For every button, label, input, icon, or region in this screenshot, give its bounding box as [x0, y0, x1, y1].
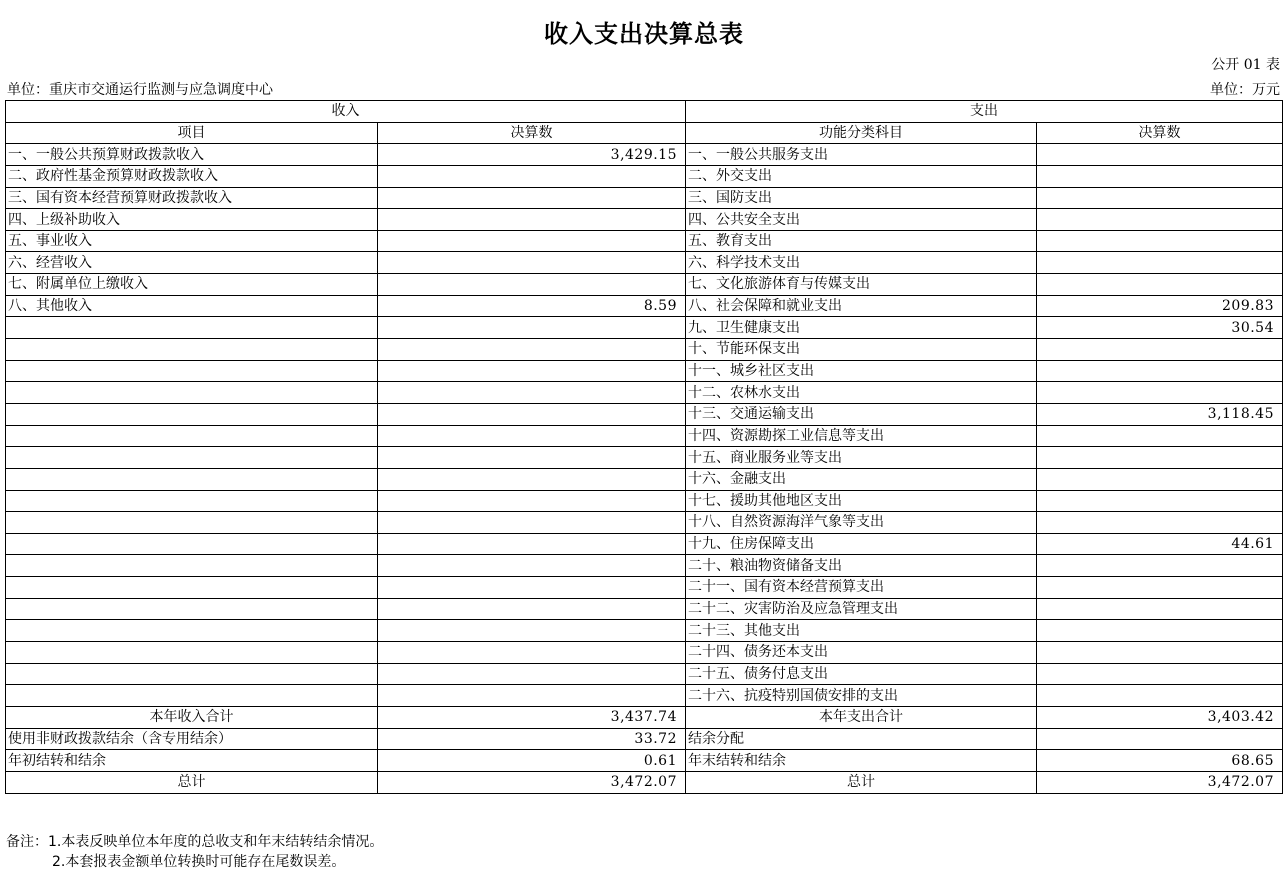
income-amount-cell: [378, 230, 686, 252]
expense-amount-cell: [1037, 490, 1283, 512]
income-amount-cell: [378, 663, 686, 685]
expense-item-cell: 十一、城乡社区支出: [686, 360, 1037, 382]
expense-item-cell: 三、国防支出: [686, 187, 1037, 209]
section-header-row: [6, 101, 1283, 123]
expense-amount-cell: [1037, 598, 1283, 620]
nonfiscal-surplus-value: 33.72: [378, 728, 686, 750]
expense-item-cell: 九、卫生健康支出: [686, 317, 1037, 339]
expense-item-cell: 二十、粮油物资储备支出: [686, 555, 1037, 577]
income-year-total-label: 本年收入合计: [6, 706, 378, 728]
expense-amount-cell: 3,118.45: [1037, 403, 1283, 425]
expense-amount-cell: [1037, 187, 1283, 209]
expense-item-cell: 二十三、其他支出: [686, 620, 1037, 642]
column-header-row: [6, 122, 1283, 144]
table-row: [6, 447, 1283, 469]
table-row: [6, 663, 1283, 685]
income-item-cell: [6, 685, 378, 707]
grand-expense-label: 总计: [686, 771, 1037, 793]
expense-amount-cell: [1037, 144, 1283, 166]
income-amount-cell: [378, 209, 686, 231]
carryover-row: [6, 750, 1283, 772]
expense-item-cell: 七、文化旅游体育与传媒支出: [686, 274, 1037, 296]
income-item-cell: 八、其他收入: [6, 295, 378, 317]
table-row: [6, 144, 1283, 166]
table-row: [6, 468, 1283, 490]
expense-amount-cell: 44.61: [1037, 533, 1283, 555]
income-item-cell: [6, 620, 378, 642]
income-amount-cell: [378, 403, 686, 425]
carry-out-label: 年末结转和结余: [686, 750, 1037, 772]
income-amount-cell: [378, 685, 686, 707]
expense-item-cell: 十三、交通运输支出: [686, 403, 1037, 425]
table-row: [6, 642, 1283, 664]
table-row: [6, 230, 1283, 252]
expense-amount-cell: [1037, 339, 1283, 361]
expense-item-cell: 二十四、债务还本支出: [686, 642, 1037, 664]
footnotes: [6, 832, 383, 872]
table-row: [6, 598, 1283, 620]
carry-in-value: 0.61: [378, 750, 686, 772]
expense-item-cell: 十五、商业服务业等支出: [686, 447, 1037, 469]
income-item-cell: [6, 533, 378, 555]
income-item-cell: [6, 468, 378, 490]
income-amount-cell: [378, 577, 686, 599]
income-item-cell: [6, 425, 378, 447]
footnote-1: 备注：1.本表反映单位本年度的总收支和年末结转结余情况。: [6, 834, 384, 850]
income-amount-cell: [378, 187, 686, 209]
grand-income-label: 总计: [6, 771, 378, 793]
expense-amount-cell: [1037, 425, 1283, 447]
income-amount-cell: [378, 490, 686, 512]
expense-item-cell: 十二、农林水支出: [686, 382, 1037, 404]
expense-item-cell: 十九、住房保障支出: [686, 533, 1037, 555]
currency-unit: 单位：万元: [1210, 82, 1280, 98]
expense-item-cell: 二十五、债务付息支出: [686, 663, 1037, 685]
income-amount-cell: [378, 274, 686, 296]
income-amount-cell: 3,429.15: [378, 144, 686, 166]
income-item-cell: [6, 490, 378, 512]
expense-amount-cell: 209.83: [1037, 295, 1283, 317]
expense-amount-cell: [1037, 555, 1283, 577]
expense-item-cell: 二、外交支出: [686, 165, 1037, 187]
expense-amount-cell: [1037, 382, 1283, 404]
income-item-cell: 五、事业收入: [6, 230, 378, 252]
income-amount-header: 决算数: [378, 122, 686, 144]
income-item-cell: [6, 642, 378, 664]
expense-amount-cell: [1037, 620, 1283, 642]
grand-expense-value: 3,472.07: [1037, 771, 1283, 793]
income-item-cell: [6, 447, 378, 469]
expense-amount-cell: [1037, 274, 1283, 296]
income-item-header: 项目: [6, 122, 378, 144]
expense-amount-cell: [1037, 468, 1283, 490]
table-row: [6, 403, 1283, 425]
income-item-cell: [6, 598, 378, 620]
income-item-cell: 四、上级补助收入: [6, 209, 378, 231]
income-amount-cell: [378, 165, 686, 187]
expense-item-cell: 十六、金融支出: [686, 468, 1037, 490]
expense-amount-cell: [1037, 165, 1283, 187]
table-row: [6, 533, 1283, 555]
income-amount-cell: [378, 339, 686, 361]
expense-amount-cell: [1037, 209, 1283, 231]
income-item-cell: [6, 663, 378, 685]
income-amount-cell: [378, 468, 686, 490]
table-row: [6, 555, 1283, 577]
income-item-cell: [6, 339, 378, 361]
expense-amount-cell: [1037, 252, 1283, 274]
income-amount-cell: [378, 533, 686, 555]
footnote-2: 2.本套报表金额单位转换时可能存在尾数误差。: [52, 854, 346, 870]
year-total-row: [6, 706, 1283, 728]
income-item-cell: [6, 382, 378, 404]
expense-amount-cell: [1037, 360, 1283, 382]
expense-item-cell: 四、公共安全支出: [686, 209, 1037, 231]
reporting-unit: 单位：重庆市交通运行监测与应急调度中心: [7, 82, 273, 98]
expense-amount-cell: [1037, 663, 1283, 685]
expense-item-cell: 六、科学技术支出: [686, 252, 1037, 274]
expense-amount-cell: [1037, 447, 1283, 469]
income-section-header: 收入: [6, 101, 686, 123]
grand-income-value: 3,472.07: [378, 771, 686, 793]
table-row: [6, 209, 1283, 231]
expense-year-total-value: 3,403.42: [1037, 706, 1283, 728]
carry-out-value: 68.65: [1037, 750, 1283, 772]
page-title: 收入支出决算总表: [544, 20, 744, 48]
income-amount-cell: [378, 382, 686, 404]
table-row: [6, 512, 1283, 534]
expense-item-cell: 十七、援助其他地区支出: [686, 490, 1037, 512]
table-row: [6, 425, 1283, 447]
income-item-cell: 二、政府性基金预算财政拨款收入: [6, 165, 378, 187]
income-amount-cell: [378, 447, 686, 469]
table-row: [6, 620, 1283, 642]
expense-amount-cell: [1037, 642, 1283, 664]
expense-amount-cell: [1037, 512, 1283, 534]
income-year-total-value: 3,437.74: [378, 706, 686, 728]
expense-item-cell: 十、节能环保支出: [686, 339, 1037, 361]
expense-item-cell: 五、教育支出: [686, 230, 1037, 252]
table-row: [6, 360, 1283, 382]
nonfiscal-surplus-label: 使用非财政拨款结余（含专用结余）: [6, 728, 378, 750]
form-number: 公开 01 表: [1211, 57, 1280, 73]
table-row: [6, 339, 1283, 361]
income-amount-cell: [378, 425, 686, 447]
table-row: [6, 685, 1283, 707]
expense-section-header: 支出: [686, 101, 1283, 123]
table-row: [6, 317, 1283, 339]
expense-item-cell: 二十六、抗疫特别国债安排的支出: [686, 685, 1037, 707]
surplus-distribution-label: 结余分配: [686, 728, 1037, 750]
income-item-cell: [6, 360, 378, 382]
expense-item-cell: 十八、自然资源海洋气象等支出: [686, 512, 1037, 534]
income-item-cell: 七、附属单位上缴收入: [6, 274, 378, 296]
surplus-distribution-value: [1037, 728, 1283, 750]
table-row: [6, 577, 1283, 599]
grand-total-row: [6, 771, 1283, 793]
table-row: [6, 274, 1283, 296]
table-row: [6, 382, 1283, 404]
income-amount-cell: [378, 555, 686, 577]
income-item-cell: [6, 317, 378, 339]
expense-amount-cell: [1037, 685, 1283, 707]
income-item-cell: [6, 512, 378, 534]
income-amount-cell: 8.59: [378, 295, 686, 317]
expense-item-cell: 二十二、灾害防治及应急管理支出: [686, 598, 1037, 620]
carry-in-label: 年初结转和结余: [6, 750, 378, 772]
table-row: [6, 187, 1283, 209]
income-amount-cell: [378, 512, 686, 534]
expense-amount-cell: [1037, 577, 1283, 599]
expense-amount-header: 决算数: [1037, 122, 1283, 144]
expense-item-cell: 一、一般公共服务支出: [686, 144, 1037, 166]
income-item-cell: [6, 403, 378, 425]
income-amount-cell: [378, 317, 686, 339]
income-expense-table: [5, 100, 1283, 794]
expense-year-total-label: 本年支出合计: [686, 706, 1037, 728]
income-item-cell: 三、国有资本经营预算财政拨款收入: [6, 187, 378, 209]
income-item-cell: 一、一般公共预算财政拨款收入: [6, 144, 378, 166]
income-amount-cell: [378, 642, 686, 664]
table-row: [6, 295, 1283, 317]
nonfiscal-surplus-row: [6, 728, 1283, 750]
income-amount-cell: [378, 598, 686, 620]
income-amount-cell: [378, 252, 686, 274]
income-amount-cell: [378, 360, 686, 382]
expense-amount-cell: 30.54: [1037, 317, 1283, 339]
table-row: [6, 165, 1283, 187]
income-item-cell: [6, 555, 378, 577]
expense-item-cell: 十四、资源勘探工业信息等支出: [686, 425, 1037, 447]
expense-item-header: 功能分类科目: [686, 122, 1037, 144]
table-row: [6, 490, 1283, 512]
income-item-cell: 六、经营收入: [6, 252, 378, 274]
expense-amount-cell: [1037, 230, 1283, 252]
expense-item-cell: 八、社会保障和就业支出: [686, 295, 1037, 317]
income-item-cell: [6, 577, 378, 599]
expense-item-cell: 二十一、国有资本经营预算支出: [686, 577, 1037, 599]
income-amount-cell: [378, 620, 686, 642]
table-row: [6, 252, 1283, 274]
